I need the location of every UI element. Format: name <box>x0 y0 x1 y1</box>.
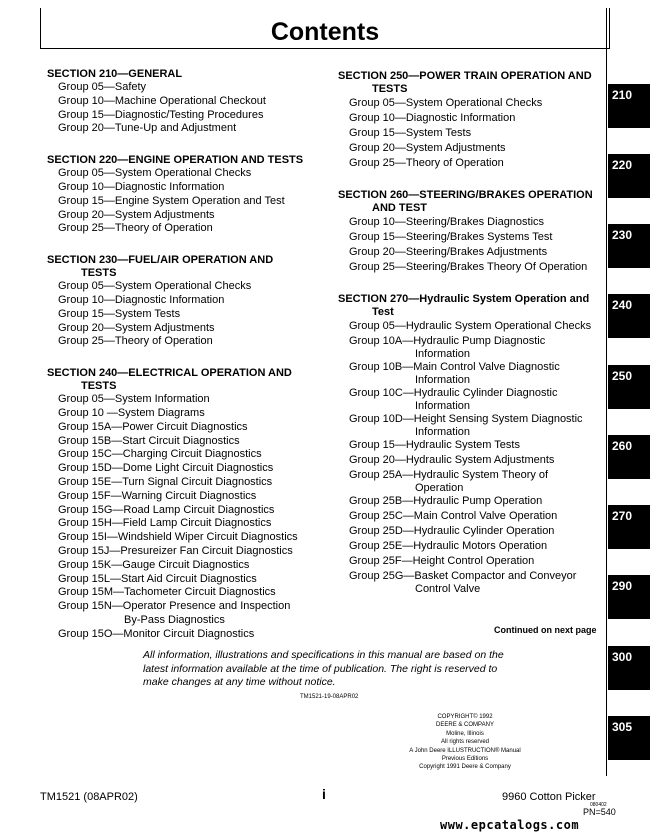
toc-entry: Group 20—System Adjustments <box>58 208 215 221</box>
toc-left-column <box>47 68 317 642</box>
section-heading: SECTION 210—GENERAL <box>47 68 183 80</box>
footer-product: 9960 Cotton Picker <box>502 791 596 803</box>
copyright-line: COPYRIGHT© 1992 <box>437 714 493 720</box>
toc-entry: Group 15J—Presureizer Fan Circuit Diagnostics <box>58 544 293 557</box>
toc-entry: Group 25D—Hydraulic Cylinder Operation <box>349 525 555 537</box>
toc-entry: Group 15F—Warning Circuit Diagnostics <box>58 489 257 502</box>
section-tab-230: 230 <box>608 224 650 268</box>
toc-entry: Group 15—System Tests <box>58 307 181 320</box>
toc-entry: Group 15I—Windshield Wiper Circuit Diagnostics <box>58 531 298 544</box>
section-tab-260: 260 <box>608 435 650 479</box>
section-tab-250: 250 <box>608 365 650 409</box>
footer-pn: PN=540 <box>583 807 616 817</box>
toc-entry: Group 05—System Operational Checks <box>58 280 252 293</box>
toc-entry: Group 15B—Start Circuit Diagnostics <box>58 434 240 447</box>
toc-entry: Group 15—Hydraulic System Tests <box>349 439 520 451</box>
toc-entry: Group 05—Hydraulic System Operational Checks <box>349 320 592 332</box>
toc-entry: Group 25B—Hydraulic Pump Operation <box>349 495 543 507</box>
section-tab-270: 270 <box>608 505 650 549</box>
toc-entry: Group 25F—Height Control Operation <box>349 555 535 567</box>
section-heading: SECTION 260—STEERING/BRAKES OPERATION AND TEST <box>338 189 593 214</box>
copyright-line: DEERE & COMPANY <box>436 722 494 729</box>
continued-note: Continued on next page <box>494 625 597 635</box>
copyright-line: Copyright 1991 Deere & Company <box>419 764 511 771</box>
watermark-url: www.epcatalogs.com <box>440 818 580 832</box>
toc-entry: Group 10 —System Diagrams <box>58 406 205 419</box>
toc-entry: Group 10C—Hydraulic Cylinder Diagnostic Information <box>349 387 558 412</box>
section-tab-220: 220 <box>608 154 650 198</box>
toc-entry: Group 05—System Operational Checks <box>58 167 252 180</box>
toc-entry: Group 10—Machine Operational Checkout <box>58 94 266 107</box>
toc-entry: Group 10D—Height Sensing System Diagnostic Information <box>349 413 583 438</box>
toc-entry: Group 15E—Turn Signal Circuit Diagnostics <box>58 475 273 488</box>
toc-entry: Group 25—Theory of Operation <box>349 157 504 169</box>
toc-entry: Group 25—Theory of Operation <box>58 335 213 348</box>
toc-entry: Group 15A—Power Circuit Diagnostics <box>58 420 248 433</box>
copyright-line: A John Deere ILLUSTRUCTION® Manual <box>409 747 521 754</box>
toc-entry: Group 05—Safety <box>58 81 147 93</box>
toc-entry: Group 15—Steering/Brakes Systems Test <box>349 231 553 243</box>
section-heading: SECTION 270—Hydraulic System Operation and Test <box>338 293 590 318</box>
section-tab-305: 305 <box>608 716 650 760</box>
footer-page-number: i <box>322 786 326 802</box>
copyright-line: All rights reserved <box>440 739 490 746</box>
page-title: Contents <box>270 18 380 46</box>
footer-manual-id: TM1521 (08APR02) <box>40 791 138 803</box>
toc-entry: Group 25—Steering/Brakes Theory Of Operation <box>349 261 588 273</box>
toc-entry: Group 15N—Operator Presence and Inspection By-Pass Diagnostics <box>58 600 291 626</box>
toc-entry: Group 25—Theory of Operation <box>58 222 213 235</box>
toc-entry: Group 20—Steering/Brakes Adjustments <box>349 246 548 258</box>
toc-entry: Group 15D—Dome Light Circuit Diagnostics <box>58 462 274 475</box>
toc-entry: Group 15O—Monitor Circuit Diagnostics <box>58 627 255 640</box>
toc-entry: Group 10—Diagnostic Information <box>58 180 225 193</box>
toc-entry: Group 15C—Charging Circuit Diagnostics <box>58 448 262 461</box>
toc-entry: Group 15H—Field Lamp Circuit Diagnostics <box>58 517 272 530</box>
toc-entry: Group 25G—Basket Compactor and Conveyor Control Valve <box>349 570 577 595</box>
toc-entry: Group 10A—Hydraulic Pump Diagnostic Information <box>349 335 546 360</box>
section-tab-290: 290 <box>608 575 650 619</box>
toc-entry: Group 15G—Road Lamp Circuit Diagnostics <box>58 503 275 516</box>
section-heading: SECTION 230—FUEL/AIR OPERATION AND TESTS <box>47 254 274 280</box>
toc-entry: Group 15—Diagnostic/Testing Procedures <box>58 108 264 121</box>
copyright-block <box>395 713 535 772</box>
toc-entry: Group 15L—Start Aid Circuit Diagnostics <box>58 572 257 585</box>
toc-entry: Group 05—System Information <box>58 393 210 406</box>
toc-entry: Group 25C—Main Control Valve Operation <box>349 510 558 522</box>
toc-entry: Group 05—System Operational Checks <box>349 97 543 109</box>
section-heading: SECTION 250—POWER TRAIN OPERATION AND TESTS <box>338 70 592 95</box>
toc-entry: Group 15K—Gauge Circuit Diagnostics <box>58 558 250 571</box>
toc-entry: Group 20—System Adjustments <box>58 321 215 334</box>
section-heading: SECTION 220—ENGINE OPERATION AND TESTS <box>47 154 304 167</box>
toc-entry: Group 20—Tune-Up and Adjustment <box>58 122 237 135</box>
section-tab-240: 240 <box>608 294 650 338</box>
footer-code: 080402 <box>590 802 607 808</box>
toc-entry: Group 15M—Tachometer Circuit Diagnostics <box>58 586 276 599</box>
toc-entry: Group 25A—Hydraulic System Theory of Operation <box>349 469 549 494</box>
toc-entry: Group 20—Hydraulic System Adjustments <box>349 454 555 466</box>
toc-entry: Group 15—Engine System Operation and Test <box>58 194 285 207</box>
toc-entry: Group 10—Diagnostic Information <box>349 112 516 124</box>
toc-entry: Group 10—Diagnostic Information <box>58 293 225 306</box>
section-tab-210: 210 <box>608 84 650 128</box>
right-rule <box>606 8 607 776</box>
section-heading: SECTION 240—ELECTRICAL OPERATION AND TESTS <box>47 367 292 393</box>
toc-right-column <box>338 70 600 595</box>
copyright-line: Previous Editions <box>441 756 489 763</box>
disclaimer-text: All information, illustrations and specifications in this manual are based on the latest information available at the time of publication. The right is reserved to make changes at any time without notice. <box>143 649 504 688</box>
document-reference: TM1521-19-08APR02 <box>300 694 359 700</box>
copyright-line: Moline, Illinois <box>446 730 484 737</box>
toc-entry: Group 20—System Adjustments <box>349 142 506 154</box>
toc-entry: Group 25E—Hydraulic Motors Operation <box>349 540 548 552</box>
toc-entry: Group 15—System Tests <box>349 127 472 139</box>
section-tab-300: 300 <box>608 646 650 690</box>
toc-entry: Group 10B—Main Control Valve Diagnostic Information <box>349 361 560 386</box>
toc-entry: Group 10—Steering/Brakes Diagnostics <box>349 216 545 228</box>
